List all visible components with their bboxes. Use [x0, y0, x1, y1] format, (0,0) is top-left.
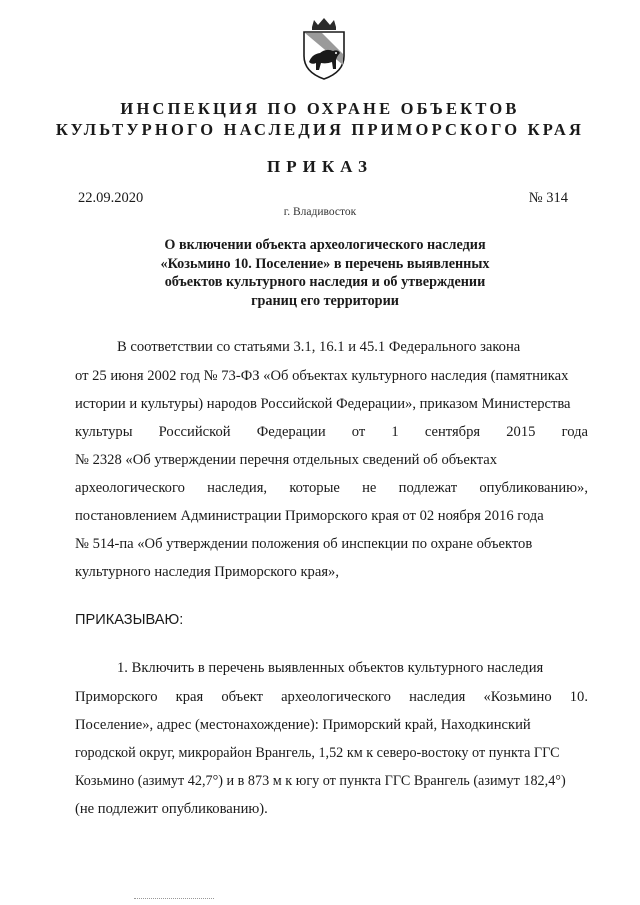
subject-line: объектов культурного наследия и об утверждении	[164, 274, 486, 290]
agency-name-line-2: КУЛЬТУРНОГО НАСЛЕДИЯ ПРИМОРСКОГО КРАЯ	[55, 120, 585, 139]
preamble-line: В соответствии со статьями 3.1, 16.1 и 45.1 Федерального закона	[117, 339, 521, 355]
item-1-line: Поселение», адрес (местонахождение): Приморский край, Находкинский	[75, 717, 531, 733]
preamble-line: от 25 июня 2002 год № 73-ФЗ «Об объектах культурного наследия (памятниках	[75, 368, 569, 384]
agency-name-line-1: ИНСПЕКЦИЯ ПО ОХРАНЕ ОБЪЕКТОВ	[120, 99, 520, 118]
footer-divider	[134, 898, 214, 899]
primorsky-krai-coat-of-arms-icon	[300, 18, 348, 80]
preamble-line: постановлением Администрации Приморского края от 02 ноября 2016 года	[75, 508, 544, 524]
item-1-line: Приморского края объект археологического наследия «Козьмино 10.	[75, 689, 588, 705]
order-number: № 314	[528, 190, 568, 206]
subject-line: «Козьмино 10. Поселение» в перечень выявленных	[160, 255, 490, 272]
subject-line: границ его территории	[251, 292, 399, 309]
order-verb: ПРИКАЗЫВАЮ:	[75, 612, 184, 628]
preamble-line: № 2328 «Об утверждении перечня отдельных сведений об объектах	[75, 452, 498, 468]
item-1-line: 1. Включить в перечень выявленных объектов культурного наследия	[117, 660, 544, 676]
subject-line: О включении объекта археологического наследия	[164, 237, 486, 253]
order-subject	[140, 236, 510, 310]
preamble-line: археологического наследия, которые не подлежат опубликованию»,	[75, 480, 588, 496]
preamble-line: № 514-па «Об утверждении положения об инспекции по охране объектов	[75, 536, 533, 552]
preamble-line: культуры Российской Федерации от 1 сентября 2015 года	[75, 424, 588, 440]
item-1-line: (не подлежит опубликованию).	[75, 801, 268, 817]
item-1-line: Козьмино (азимут 42,7°) и в 873 м к югу от пункта ГГС Врангель (азимут 182,4°)	[75, 773, 566, 789]
preamble-line: истории и культуры) народов Российской Федерации», приказом Министерства	[75, 396, 571, 412]
order-city: г. Владивосток	[283, 206, 357, 218]
order-date: 22.09.2020	[78, 190, 144, 206]
order-title: ПРИКАЗ	[267, 157, 373, 176]
preamble-line: культурного наследия Приморского края»,	[75, 564, 339, 580]
item-1-line: городской округ, микрорайон Врангель, 1,52 км к северо-востоку от пункта ГГС	[75, 745, 560, 761]
